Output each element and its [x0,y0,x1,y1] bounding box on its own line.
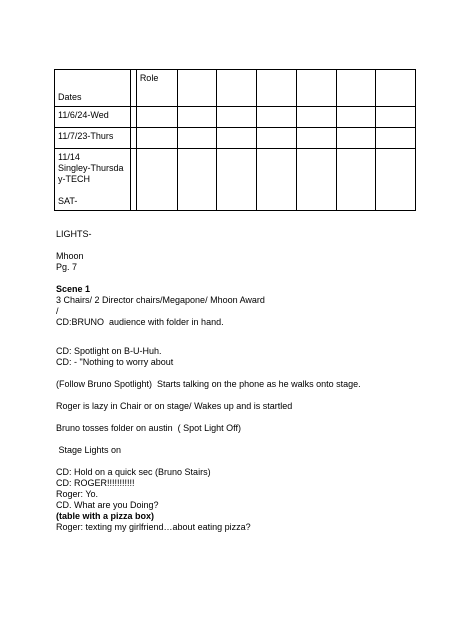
date-line: 11/14 [58,152,80,162]
role-header-cell: Role [136,70,177,107]
empty-cell [136,149,177,211]
date-cell [55,149,131,211]
empty-cell [376,149,416,211]
empty-cell [376,70,416,107]
cue-line: Bruno tosses folder on austin ( Spot Light Off) [56,423,241,433]
empty-cell [376,128,416,149]
empty-cell [336,70,376,107]
empty-cell [257,70,297,107]
empty-cell [257,128,297,149]
cue-line: CD: - "Nothing to worry about [56,357,174,367]
dates-header-cell: Dates [55,70,131,107]
empty-cell [296,149,336,211]
dialogue-line: Roger: texting my girlfriend…about eating pizza? [56,522,251,532]
empty-cell [136,128,177,149]
empty-cell [296,128,336,149]
cue-line: CD: Spotlight on B-U-Huh. [56,346,162,356]
table-row [55,107,416,128]
cue-line: Stage Lights on [56,445,122,455]
empty-cell [336,128,376,149]
slash-line: / [56,306,59,316]
empty-cell [296,70,336,107]
mhoon-title: Mhoon [56,251,84,261]
empty-cell [217,70,257,107]
cue-line: CD: ROGER!!!!!!!!!!! [56,478,135,488]
lights-heading: LIGHTS- [56,229,92,239]
empty-cell [257,107,297,128]
date-cell: 11/7/23-Thurs [55,128,131,149]
table-header-row [55,70,416,107]
empty-cell [136,107,177,128]
cue-line: CD:BRUNO audience with folder in hand. [56,317,224,327]
empty-cell [177,149,217,211]
empty-cell [336,107,376,128]
props-line: 3 Chairs/ 2 Director chairs/Megapone/ Mhoon Award [56,295,265,305]
empty-cell [296,107,336,128]
empty-cell [177,70,217,107]
empty-cell [376,107,416,128]
dialogue-line: CD. What are you Doing? [56,500,159,510]
empty-cell [217,149,257,211]
cue-line: Roger is lazy in Chair or on stage/ Wakes up and is startled [56,401,293,411]
stage-direction: (table with a pizza box) [56,511,155,521]
date-line: SAT- [58,196,78,206]
scene-heading: Scene 1 [56,284,91,294]
date-cell: 11/6/24-Wed [55,107,131,128]
table-row [55,149,416,211]
empty-cell [217,128,257,149]
table-row [55,128,416,149]
cue-line: CD: Hold on a quick sec (Bruno Stairs) [56,467,211,477]
page-number: Pg. 7 [56,262,78,272]
empty-cell [257,149,297,211]
empty-cell [177,107,217,128]
dialogue-line: Roger: Yo. [56,489,99,499]
empty-cell [177,128,217,149]
script-body [56,229,436,533]
date-line: y-TECH [58,174,90,184]
date-line: Singley-Thursda [58,163,124,173]
empty-cell [336,149,376,211]
empty-cell [217,107,257,128]
cue-line: (Follow Bruno Spotlight) Starts talking on the phone as he walks onto stage. [56,379,361,389]
schedule-table [54,69,416,211]
